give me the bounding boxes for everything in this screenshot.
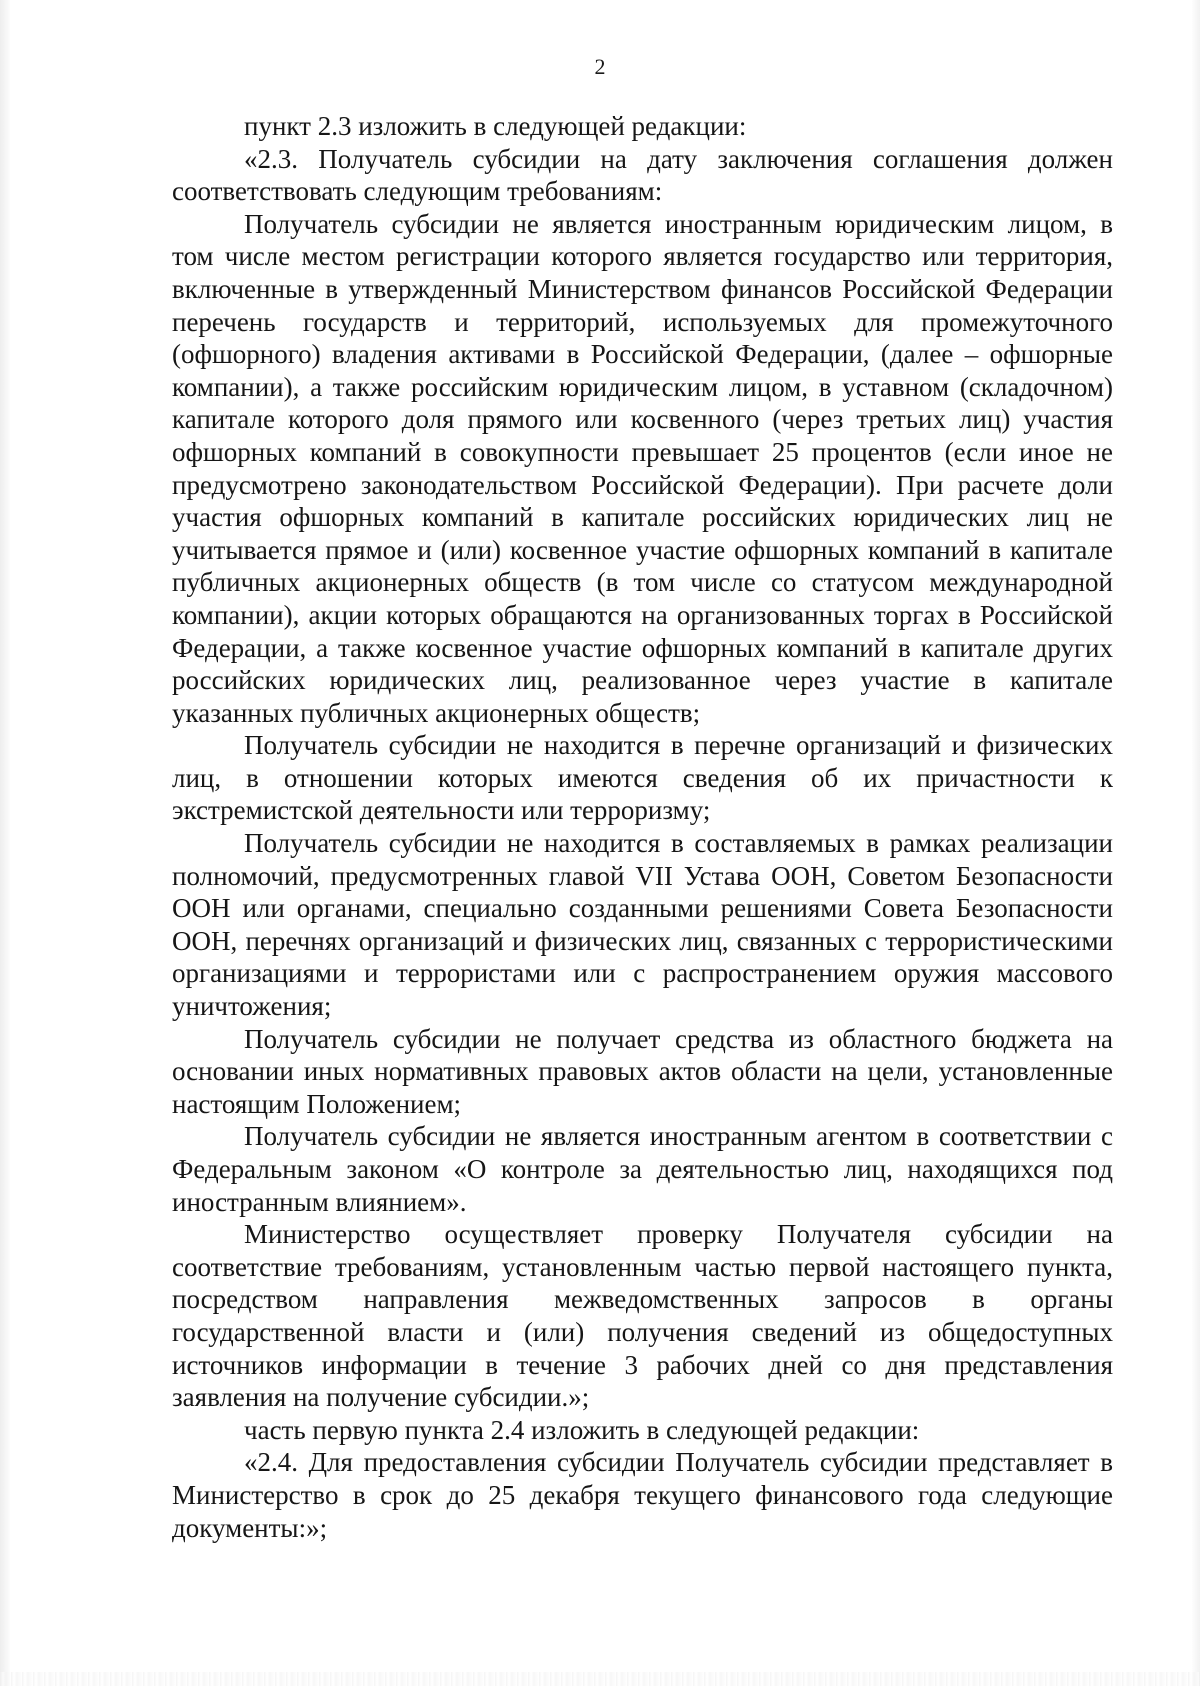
scan-edge-right — [1192, 0, 1200, 1686]
paragraph-offshore-requirement: Получатель субсидии не является иностранным юридическим лицом, в том числе местом регистрации которого является государство или территория, включенные в утвержденный Министерством финансов Российской Федерации перечень государств и территорий, используемых для промежуточного (офшорного) владения активами в Российской Федерации, (далее – офшорные компании), а также российским юридическим лицом, в уставном (складочном) капитале которого доля прямого или косвенного (через третьих лиц) участия офшорных компаний в совокупности превышает 25 процентов (если иное не предусмотрено законодательством Российской Федерации). При расчете доли участия офшорных компаний в капитале российских юридических лиц не учитывается прямое и (или) косвенное участие офшорных компаний в капитале публичных акционерных обществ (в том числе со статусом международной компании), акции которых обращаются на организованных торгах в Российской Федерации, а также косвенное участие офшорных компаний в капитале других российских юридических лиц, реализованное через участие в капитале указанных публичных акционерных обществ; — [172, 208, 1113, 728]
paragraph-2-4-text: «2.4. Для предоставления субсидии Получатель субсидии представляет в Министерство в срок до 25 декабря текущего финансового года следующие документы:»; — [172, 1447, 1113, 1543]
paragraph-ministry-verification: Министерство осуществляет проверку Получателя субсидии на соответствие требованиям, установленным частью первой настоящего пункта, посредством направления межведомственных запросов в органы государственной власти и (или) получения сведений из общедоступных источников информации в течение 3 рабочих дней со дня представления заявления на получение субсидии.»; — [172, 1219, 1113, 1413]
paragraph-extremism-requirement: Получатель субсидии не находится в перечне организаций и физических лиц, в отношении которых имеются сведения об их причастности к экстремистской деятельности или терроризму; — [172, 730, 1113, 826]
paragraph-2-3-heading: «2.3. Получатель субсидии на дату заключения соглашения должен соответствовать следующим требованиям: — [172, 143, 1113, 207]
document-body — [172, 110, 1113, 1544]
scan-edge-left — [0, 0, 10, 1686]
paragraph-amend-2-3-intro: пункт 2.3 изложить в следующей редакции: — [244, 111, 747, 141]
scan-edge-bottom — [0, 1672, 1200, 1686]
paragraph-foreign-agent-requirement: Получатель субсидии не является иностранным агентом в соответствии с Федеральным законом «О контроле за деятельностью лиц, находящихся под иностранным влиянием». — [172, 1121, 1113, 1217]
page-number: 2 — [594, 54, 606, 79]
paragraph-un-sanctions-requirement: Получатель субсидии не находится в составляемых в рамках реализации полномочий, предусмотренных главой VII Устава ООН, Советом Безопасности ООН или органами, специально созданными решениями Совета Безопасности ООН, перечнях организаций и физических лиц, связанных с террористическими организациями и террористами или с распространением оружия массового уничтожения; — [172, 828, 1113, 1022]
paragraph-budget-requirement: Получатель субсидии не получает средства из областного бюджета на основании иных нормативных правовых актов области на цели, установленные настоящим Положением; — [172, 1023, 1113, 1119]
paragraph-amend-2-4-intro: часть первую пункта 2.4 изложить в следующей редакции: — [244, 1414, 920, 1445]
